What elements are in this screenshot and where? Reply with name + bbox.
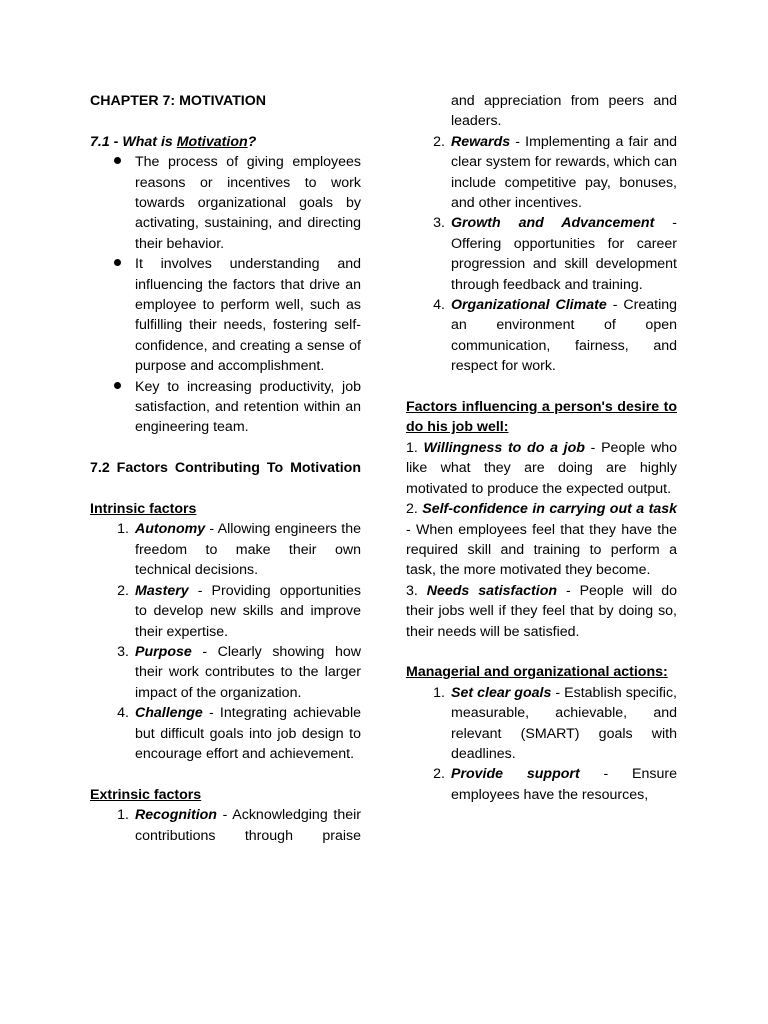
bullet-text: The process of giving employees reasons or incentives to work towards organizational goals by activating, sustaining, and directing their behavior. — [135, 154, 361, 252]
extrinsic-heading: Extrinsic factors — [90, 786, 202, 803]
intrinsic-item — [90, 581, 361, 642]
list-number: 3. — [117, 643, 129, 660]
description: - People who like what they are doing are highly motivated to produce the expected output. — [406, 439, 677, 497]
right-column — [406, 91, 677, 805]
term: Purpose — [135, 643, 192, 660]
description: - Integrating achievable but difficult goals into job design to encourage effort and achievement. — [135, 705, 361, 762]
intrinsic-item — [90, 642, 361, 703]
factors-heading: Factors influencing a person's desire to do his job well: — [406, 399, 677, 436]
term: Growth and Advancement — [451, 215, 655, 232]
intrinsic-item — [90, 519, 361, 580]
extrinsic-item-continued — [406, 91, 677, 132]
list-number: 1. — [117, 521, 129, 538]
term: Organizational Climate — [451, 297, 607, 314]
description: - Allowing engineers the freedom to make their own technical decisions. — [135, 521, 361, 579]
chapter-title: CHAPTER 7: MOTIVATION — [90, 93, 267, 109]
intrinsic-heading: Intrinsic factors — [90, 501, 197, 518]
list-number-empty — [406, 91, 451, 132]
extrinsic-item — [406, 132, 677, 214]
list-number: 3. — [406, 582, 427, 599]
term: Provide support — [451, 766, 580, 783]
list-number: 2. — [433, 133, 445, 150]
list-number: 4. — [433, 297, 445, 314]
left-column — [90, 91, 361, 846]
term: Mastery — [135, 582, 189, 599]
description: - Implementing a fair and clear system for rewards, which can include competitive pay, bonuses, and other incentives. — [451, 133, 677, 212]
description: - Offering opportunities for career progression and skill development through feedback and training. — [451, 215, 677, 293]
list-number: 1. — [406, 439, 424, 456]
term: Autonomy — [135, 521, 206, 538]
factor-item — [406, 581, 677, 642]
section-7-2-heading: 7.2 Factors Contributing To Motivation — [90, 460, 361, 477]
list-number: 1. — [433, 684, 445, 701]
section-7-1-heading — [90, 132, 361, 152]
list-number: 2. — [406, 501, 423, 518]
term: Rewards — [451, 133, 511, 150]
managerial-heading: Managerial and organizational actions: — [406, 664, 668, 681]
bullet-marker — [90, 152, 135, 254]
term: Challenge — [135, 705, 203, 722]
description: - Establish specific, measurable, achievable, and relevant (SMART) goals with deadlines. — [451, 684, 677, 762]
term: Set clear goals — [451, 684, 552, 701]
extrinsic-item — [90, 805, 361, 846]
motivation-link[interactable]: Motivation — [176, 133, 248, 150]
term: Self-confidence in carrying out a task — [422, 501, 677, 518]
list-number: 2. — [433, 766, 445, 783]
list-number: 1. — [117, 807, 129, 824]
bullet-marker — [90, 377, 135, 438]
list-number: 3. — [433, 215, 445, 232]
description: - When employees feel that they have the required skill and training to perform a task, the more motivated they become. — [406, 521, 677, 579]
description: and appreciation from peers and leaders. — [451, 93, 677, 130]
description: - Acknowledging their contributions through praise — [135, 807, 361, 844]
description: - People will do their jobs well if they feel that by doing so, their needs will be satisfied. — [406, 582, 678, 640]
description: - Providing opportunities to develop new skills and improve their expertise. — [135, 582, 361, 640]
list-number: 2. — [117, 582, 129, 599]
description: - Clearly showing how their work contributes to the larger impact of the organization. — [135, 643, 361, 701]
action-item — [406, 683, 677, 765]
section-7-1-suffix: ? — [247, 133, 257, 150]
factor-item — [406, 499, 677, 581]
bullet-marker — [90, 254, 135, 376]
action-item — [406, 764, 677, 805]
bullet-item — [90, 254, 361, 376]
description: - Ensure employees have the resources, — [451, 766, 677, 803]
bullet-text: It involves understanding and influencing the factors that drive an employee to perform well, such as fulfilling their needs, fostering self-confidence, and creating a sense of purpose and accomplishment. — [135, 256, 361, 375]
list-number: 4. — [117, 705, 129, 722]
extrinsic-item — [406, 213, 677, 295]
intrinsic-item — [90, 703, 361, 764]
section-7-1-prefix: 7.1 - What is — [90, 133, 177, 150]
extrinsic-item — [406, 295, 677, 377]
term: Needs satisfaction — [426, 582, 558, 599]
bullet-item — [90, 377, 361, 438]
bullet-text: Key to increasing productivity, job satisfaction, and retention within an engineering team. — [135, 378, 361, 436]
factor-item — [406, 438, 677, 499]
term: Willingness to do a job — [423, 439, 585, 456]
term: Recognition — [135, 807, 217, 824]
bullet-item — [90, 152, 361, 254]
description: - Creating an environment of open communication, fairness, and respect for work. — [451, 297, 678, 375]
